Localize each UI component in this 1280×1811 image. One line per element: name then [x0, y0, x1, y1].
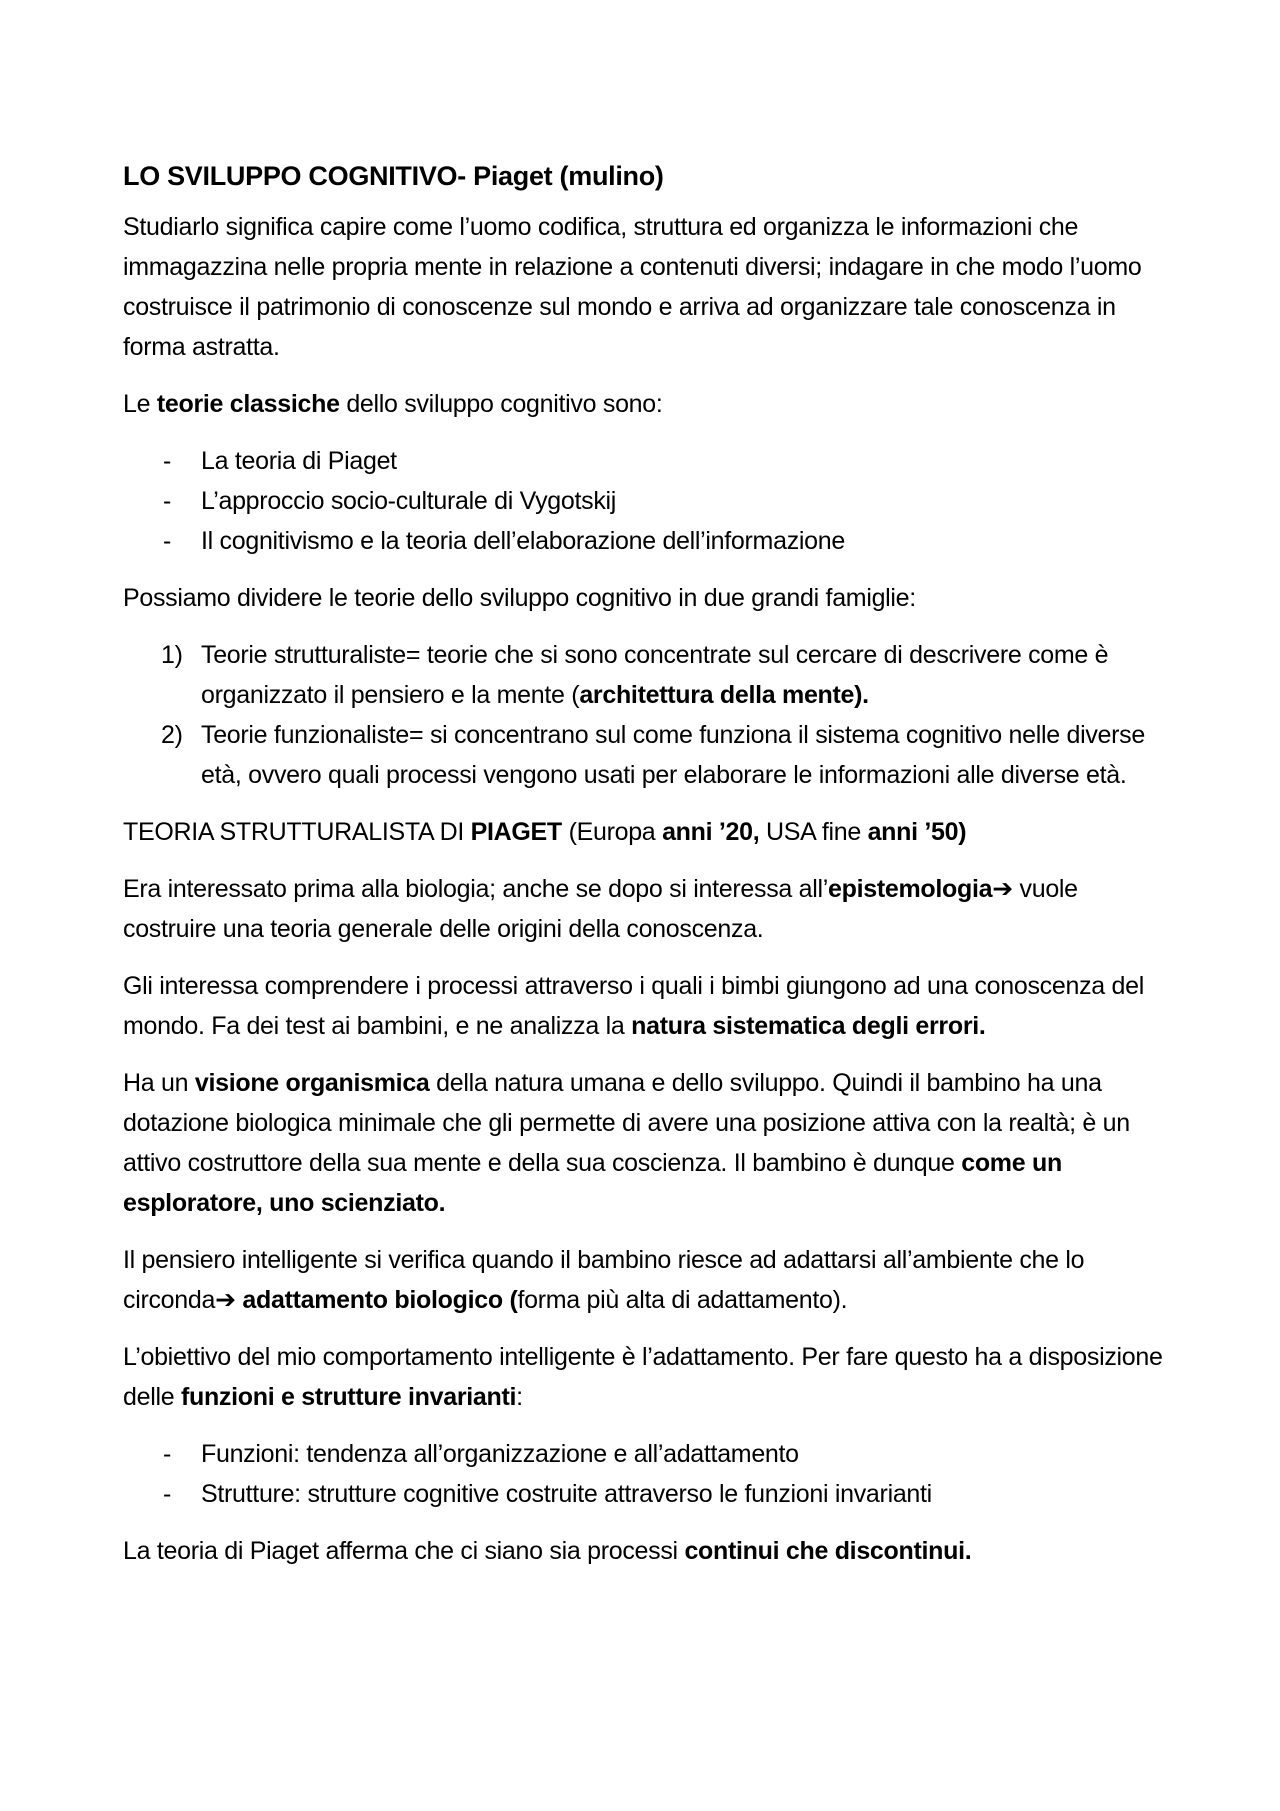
- biology-paragraph: Era interessato prima alla biologia; anche se dopo si interessa all’epistemologia➔ vuole costruire una teoria generale delle origini della conoscenza.: [123, 875, 1078, 943]
- adaptation-paragraph: Il pensiero intelligente si verifica quando il bambino riesce ad adattarsi all’ambiente che lo circonda➔ adattamento biologico (forma più alta di adattamento).: [123, 1246, 1085, 1314]
- list-item: 2) Teorie funzionaliste= si concentrano sul come funziona il sistema cognitivo nelle diverse età, ovvero quali processi vengono usati per elaborare le informazioni alle diverse età.: [123, 715, 1163, 795]
- dash-marker: -: [163, 527, 172, 555]
- document-page: [123, 155, 1163, 1588]
- list-item: - La teoria di Piaget: [123, 441, 1163, 481]
- organismic-paragraph: Ha un visione organismica della natura umana e dello sviluppo. Quindi il bambino ha una dotazione biologica minimale che gli permette di avere una posizione attiva con la realtà; è un attivo costruttore della sua mente e della sua coscienza. Il bambino è dunque come un esploratore, uno scienziato.: [123, 1069, 1130, 1217]
- number-marker: 1): [161, 641, 183, 669]
- list-item: - Il cognitivismo e la teoria dell’elaborazione dell’informazione: [123, 521, 1163, 561]
- list-item: - Funzioni: tendenza all’organizzazione e all’adattamento: [123, 1434, 1163, 1474]
- families-list: [123, 635, 1163, 795]
- arrow-right-icon: ➔: [992, 875, 1013, 903]
- dash-marker: -: [163, 447, 172, 475]
- invariants-list: [123, 1434, 1163, 1514]
- number-marker: 2): [161, 721, 183, 749]
- document-title: LO SVILUPPO COGNITIVO- Piaget (mulino): [123, 161, 664, 191]
- dash-marker: -: [163, 1440, 172, 1468]
- arrow-right-icon: ➔: [215, 1286, 236, 1314]
- classic-theories-list: [123, 441, 1163, 561]
- families-paragraph: Possiamo dividere le teorie dello sviluppo cognitivo in due grandi famiglie:: [123, 584, 916, 612]
- piaget-heading: TEORIA STRUTTURALISTA DI PIAGET (Europa anni ’20, USA fine anni ’50): [123, 818, 967, 846]
- classic-theories-paragraph: Le teorie classiche dello sviluppo cognitivo sono:: [123, 390, 663, 418]
- final-paragraph: La teoria di Piaget afferma che ci siano sia processi continui che discontinui.: [123, 1537, 972, 1565]
- dash-marker: -: [163, 1480, 172, 1508]
- intro-paragraph: Studiarlo significa capire come l’uomo codifica, struttura ed organizza le informazioni che immagazzina nelle propria mente in relazione a contenuti diversi; indagare in che modo l’uomo costruisce il patrimonio di conoscenze sul mondo e arriva ad organizzare tale conoscenza in forma astratta.: [123, 213, 1142, 361]
- errors-paragraph: Gli interessa comprendere i processi attraverso i quali i bimbi giungono ad una conoscenza del mondo. Fa dei test ai bambini, e ne analizza la natura sistematica degli errori.: [123, 972, 1144, 1040]
- list-item: - Strutture: strutture cognitive costruite attraverso le funzioni invarianti: [123, 1474, 1163, 1514]
- list-item: 1) Teorie strutturaliste= teorie che si sono concentrate sul cercare di descrivere come è organizzato il pensiero e la mente (architettura della mente).: [123, 635, 1163, 715]
- dash-marker: -: [163, 487, 172, 515]
- goal-paragraph: L’obiettivo del mio comportamento intelligente è l’adattamento. Per fare questo ha a disposizione delle funzioni e strutture invarianti:: [123, 1343, 1163, 1411]
- list-item: - L’approccio socio-culturale di Vygotskij: [123, 481, 1163, 521]
